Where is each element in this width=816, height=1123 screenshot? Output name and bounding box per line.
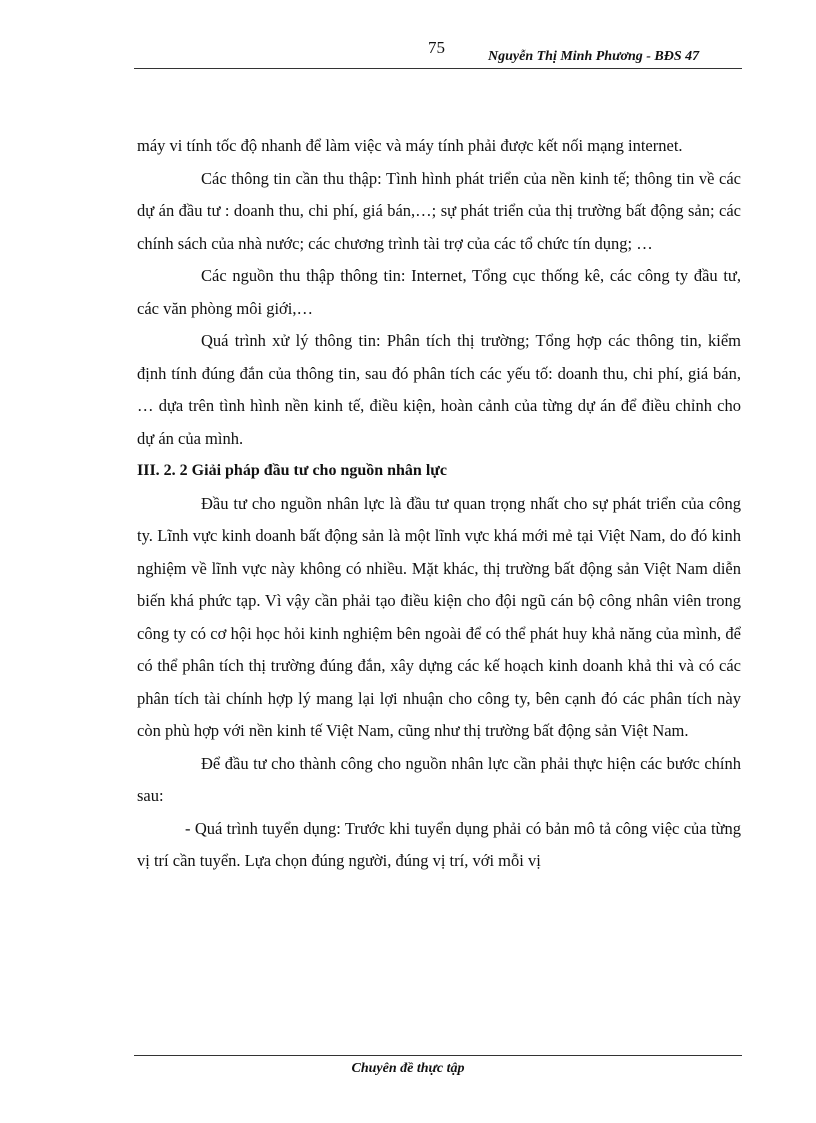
paragraph-recruitment: - Quá trình tuyển dụng: Trước khi tuyển dụng phải có bản mô tả công việc của từng vị trí cần tuyển. Lựa chọn đúng người, đúng vị trí, với mỗi vị [137,818,741,870]
paragraph-continuation: máy vi tính tốc độ nhanh để làm việc và máy tính phải được kết nối mạng internet. [137,136,683,155]
page-number: 75 [428,38,445,57]
paragraph-info-sources: Các nguồn thu thập thông tin: Internet, Tổng cục thống kê, các công ty đầu tư, các văn phòng môi giới,… [137,266,741,318]
paragraph-info-collected: Các thông tin cần thu thập: Tình hình phát triển của nền kinh tế; thông tin về các dự án đầu tư : doanh thu, chi phí, giá bán,…; sự phát triển của thị trường bất động sản; các chính sách của nhà nước; các chương trình tài trợ của các tổ chức tín dụng; … [137,168,741,253]
footer-rule [134,1055,742,1056]
paragraph-steps-intro: Để đầu tư cho thành công cho nguồn nhân lực cần phải thực hiện các bước chính sau: [137,753,741,805]
footer-text: Chuyên đề thực tập [351,1061,465,1076]
section-heading: III. 2. 2 Giải pháp đầu tư cho nguồn nhân lực [137,462,447,479]
header-author: Nguyễn Thị Minh Phương - BĐS 47 [488,49,700,64]
header-rule [134,68,742,69]
paragraph-hr-investment: Đầu tư cho nguồn nhân lực là đầu tư quan trọng nhất cho sự phát triển của công ty. Lĩnh vực kinh doanh bất động sản là một lĩnh vực khá mới mẻ tại Việt Nam, do đó kinh nghiệm về lĩnh vực này không có nhiều. Mặt khác, thị trường bất động sản Việt Nam diễn biến khá phức tạp. Vì vậy cần phải tạo điều kiện cho đội ngũ cán bộ công nhân viên trong công ty có cơ hội học hỏi kinh nghiệm bên ngoài để có thể phát huy khả năng của mình, để có thể phân tích thị trường đúng đắn, xây dựng các kế hoạch kinh doanh khả thi và có các phân tích tài chính hợp lý mang lại lợi nhuận cho công ty, bên cạnh đó các phân tích này còn phù hợp với nền kinh tế Việt Nam, cũng như thị trường bất động sản Việt Nam. [137,493,741,740]
paragraph-info-processing: Quá trình xử lý thông tin: Phân tích thị trường; Tổng hợp các thông tin, kiểm định tính đúng đắn của thông tin, sau đó phân tích các yếu tố: doanh thu, chi phí, giá bán, … dựa trên tình hình nền kinh tế, điều kiện, hoàn cảnh của từng dự án để điều chỉnh cho dự án của mình. [137,331,741,448]
document-body [137,130,741,878]
